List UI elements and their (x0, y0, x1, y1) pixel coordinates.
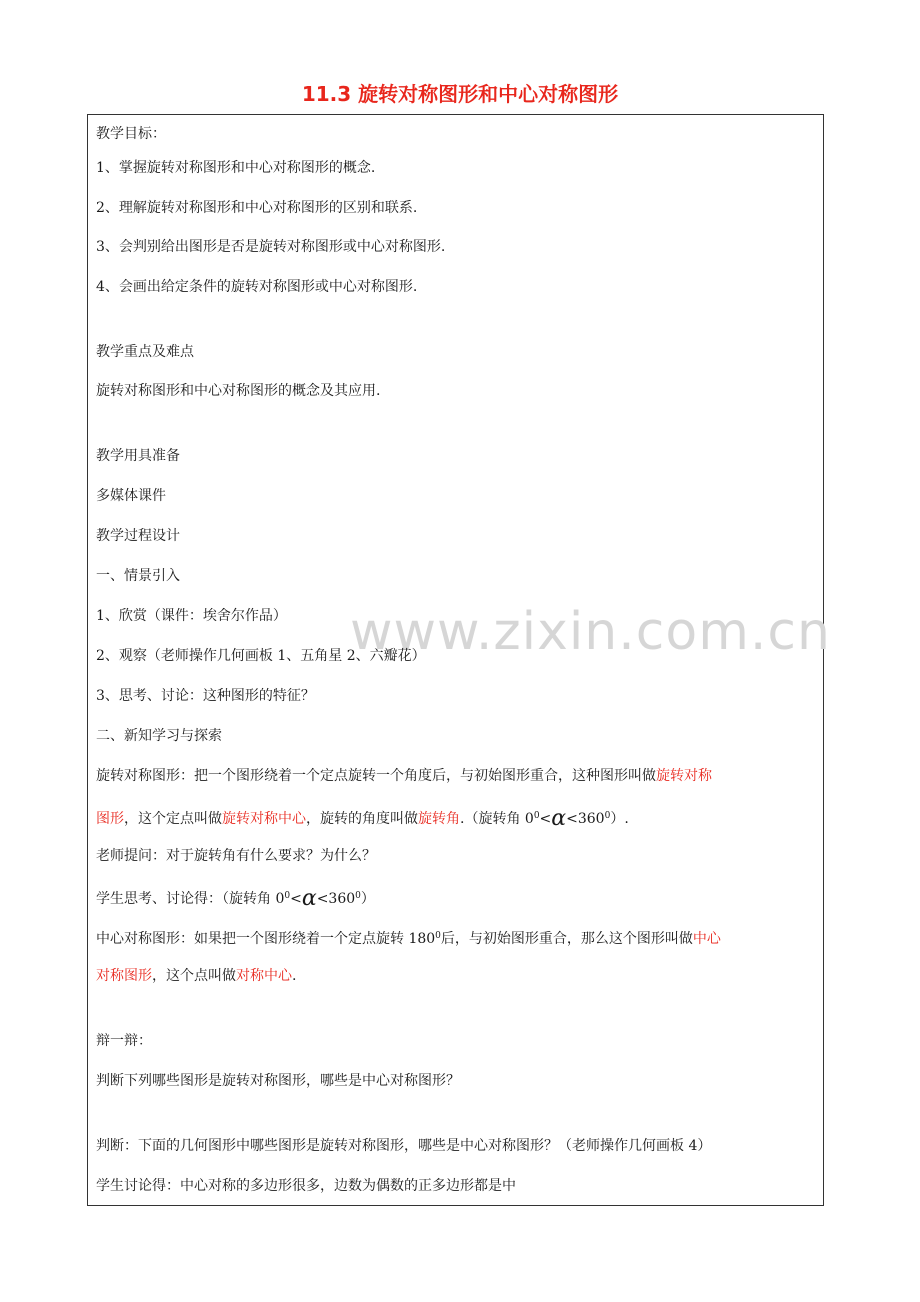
objective-3: 3、会判别给出图形是否是旋转对称图形或中心对称图形. (96, 239, 446, 255)
debate-heading: 辩一辩： (96, 1033, 152, 1049)
page-title: 11.3 旋转对称图形和中心对称图形 (301, 82, 619, 106)
step-3: 3、思考、讨论：这种图形的特征？ (96, 688, 315, 704)
section-tools-heading: 教学用具准备 (96, 448, 180, 464)
definition-rotational-line2: 图形，这个定点叫做旋转对称中心，旋转的角度叫做旋转角.（旋转角 $0^0<\alpha<360^0$）. (96, 806, 629, 831)
step-1: 1、欣赏（课件：埃舍尔作品） (96, 608, 287, 624)
keypoints-text: 旋转对称图形和中心对称图形的概念及其应用. (96, 383, 381, 399)
objective-2: 2、理解旋转对称图形和中心对称图形的区别和联系. (96, 200, 418, 216)
part-2-heading: 二、新知学习与探索 (96, 728, 222, 744)
part-1-heading: 一、情景引入 (96, 568, 180, 584)
section-process-heading: 教学过程设计 (96, 528, 180, 544)
teacher-question: 老师提问：对于旋转角有什么要求？为什么？ (96, 848, 376, 864)
step-2: 2、观察（老师操作几何画板 1、五角星 2、六瓣花） (96, 648, 426, 664)
tools-text: 多媒体课件 (96, 488, 166, 504)
definition-central-line2: 对称图形，这个点叫做对称中心. (96, 968, 297, 984)
watermark: www.zixin.com.cn (350, 602, 831, 662)
definition-rotational-line1: 旋转对称图形：把一个图形绕着一个定点旋转一个角度后，与初始图形重合，这种图形叫做旋转对称 (96, 768, 712, 784)
objective-4: 4、会画出给定条件的旋转对称图形或中心对称图形. (96, 279, 418, 295)
objective-1: 1、掌握旋转对称图形和中心对称图形的概念. (96, 160, 376, 176)
judgement-text: 判断：下面的几何图形中哪些图形是旋转对称图形，哪些是中心对称图形？（老师操作几何画板 4） (96, 1138, 712, 1154)
debate-question: 判断下列哪些图形是旋转对称图形，哪些是中心对称图形？ (96, 1073, 460, 1089)
section-objectives-heading: 教学目标： (96, 126, 166, 142)
alpha-symbol: α (551, 806, 567, 831)
section-keypoints-heading: 教学重点及难点 (96, 344, 194, 360)
alpha-symbol: α (301, 886, 317, 911)
definition-central-line1: 中心对称图形：如果把一个图形绕着一个定点旋转 $180^0$后，与初始图形重合，那么这个图形叫做中心 (96, 931, 721, 947)
student-answer: 学生思考、讨论得：（旋转角 $0^0<\alpha<360^0$） (96, 886, 375, 911)
student-discussion: 学生讨论得：中心对称的多边形很多，边数为偶数的正多边形都是中 (96, 1178, 516, 1194)
